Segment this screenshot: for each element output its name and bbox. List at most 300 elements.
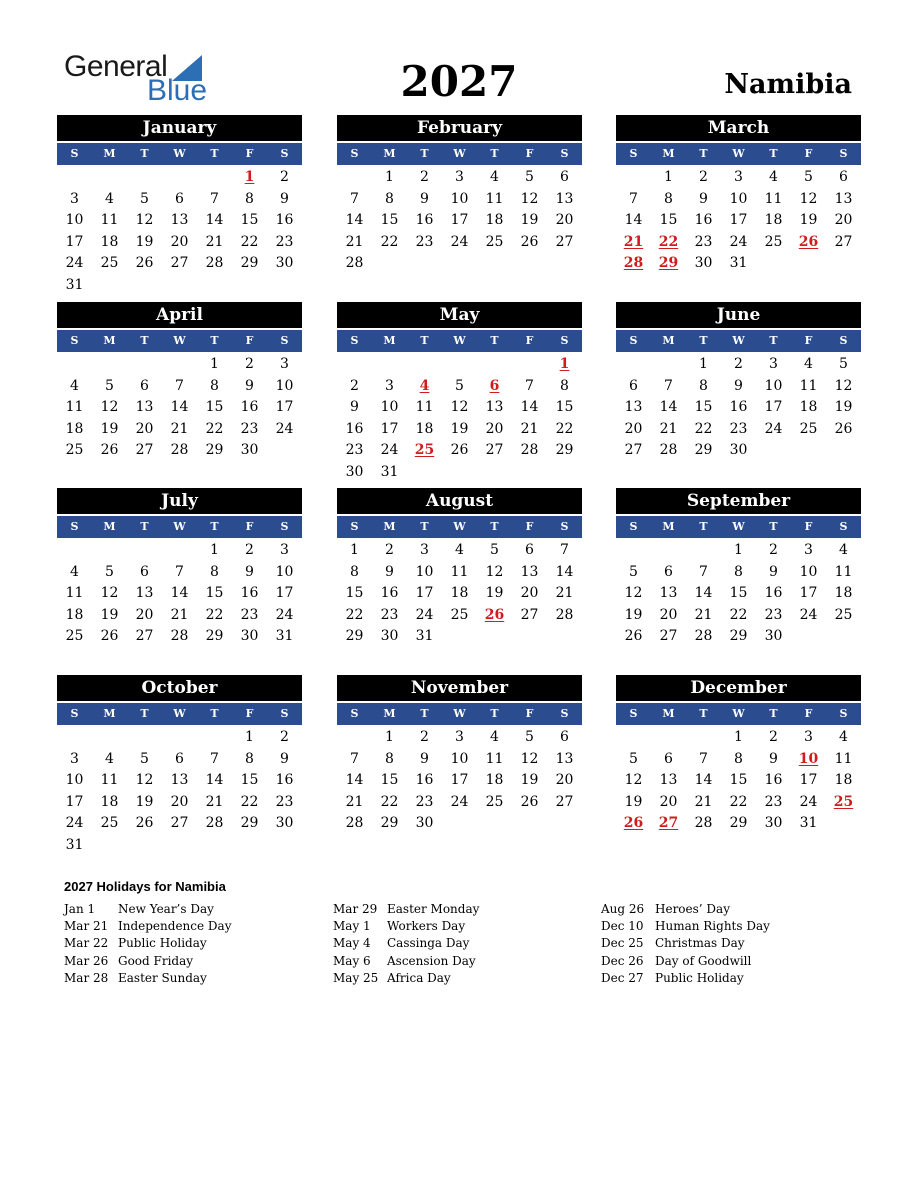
day: 8 xyxy=(664,190,673,207)
day: 4 xyxy=(769,169,778,185)
holiday-day: 25 xyxy=(414,442,435,459)
weekday-label: S xyxy=(70,707,79,720)
day: 28 xyxy=(555,606,574,623)
day: 22 xyxy=(729,793,748,810)
day-grid xyxy=(337,540,582,648)
day: 19 xyxy=(520,772,539,789)
day: 13 xyxy=(659,772,678,789)
day: 10 xyxy=(729,190,748,207)
day: 6 xyxy=(664,563,673,580)
day: 13 xyxy=(624,399,643,416)
day: 10 xyxy=(450,750,469,767)
day: 31 xyxy=(275,628,294,645)
day: 18 xyxy=(450,585,469,602)
day: 23 xyxy=(240,420,259,437)
day: 6 xyxy=(525,542,534,558)
weekday-label: T xyxy=(490,334,499,347)
day: 10 xyxy=(415,563,434,580)
day: 25 xyxy=(799,420,818,437)
month-name: December xyxy=(616,675,861,701)
day: 14 xyxy=(694,772,713,789)
weekday-header xyxy=(57,330,302,352)
weekday-label: T xyxy=(140,520,149,533)
holiday-name: Easter Sunday xyxy=(118,970,207,985)
day: 23 xyxy=(729,420,748,437)
day: 8 xyxy=(734,750,743,767)
day: 2 xyxy=(769,542,778,558)
day-grid xyxy=(616,354,861,462)
empty-day xyxy=(127,354,162,376)
day: 27 xyxy=(135,442,154,459)
day: 27 xyxy=(135,628,154,645)
weekday-label: S xyxy=(280,334,289,347)
day: 6 xyxy=(560,729,569,745)
day: 14 xyxy=(520,399,539,416)
weekday-label: S xyxy=(70,147,79,160)
day: 26 xyxy=(135,255,154,272)
day: 3 xyxy=(420,542,429,558)
day: 26 xyxy=(834,420,853,437)
day: 17 xyxy=(799,772,818,789)
holiday-name: Ascension Day xyxy=(387,953,476,968)
holiday-name: Cassinga Day xyxy=(387,936,470,951)
weekday-label: T xyxy=(769,707,778,720)
weekday-header xyxy=(337,330,582,352)
day: 17 xyxy=(764,399,783,416)
day: 16 xyxy=(240,399,259,416)
day: 4 xyxy=(455,542,464,558)
day: 23 xyxy=(415,233,434,250)
weekday-label: T xyxy=(769,520,778,533)
day: 31 xyxy=(415,628,434,645)
day: 9 xyxy=(245,377,254,394)
day: 5 xyxy=(105,377,114,394)
day: 29 xyxy=(380,815,399,832)
day: 2 xyxy=(699,169,708,185)
day: 4 xyxy=(490,169,499,185)
holiday-day: 26 xyxy=(798,233,819,250)
day: 18 xyxy=(764,212,783,229)
day: 20 xyxy=(520,585,539,602)
weekday-header xyxy=(337,143,582,165)
logo-text-blue: Blue xyxy=(147,74,208,107)
holiday-row xyxy=(333,953,573,970)
day: 23 xyxy=(764,793,783,810)
weekday-label: W xyxy=(453,520,466,533)
day: 6 xyxy=(629,377,638,394)
day: 17 xyxy=(450,772,469,789)
day: 16 xyxy=(415,212,434,229)
day: 18 xyxy=(834,772,853,789)
day: 3 xyxy=(769,356,778,372)
day: 11 xyxy=(100,212,119,229)
holiday-row xyxy=(601,935,841,952)
day: 6 xyxy=(175,190,184,207)
holiday-date: Dec 25 xyxy=(601,936,644,951)
empty-day xyxy=(162,167,197,189)
day: 9 xyxy=(350,399,359,416)
day: 16 xyxy=(275,772,294,789)
day: 24 xyxy=(799,793,818,810)
holiday-date: May 1 xyxy=(333,919,371,934)
day: 24 xyxy=(799,606,818,623)
day: 30 xyxy=(345,463,364,480)
day: 12 xyxy=(520,750,539,767)
day: 1 xyxy=(210,356,219,372)
holiday-day: 25 xyxy=(833,793,854,810)
day: 10 xyxy=(450,190,469,207)
holiday-row xyxy=(601,918,841,935)
day: 14 xyxy=(694,585,713,602)
holiday-day: 21 xyxy=(623,233,644,250)
month-name: August xyxy=(337,488,582,514)
day: 1 xyxy=(734,729,743,745)
day: 30 xyxy=(729,442,748,459)
day: 18 xyxy=(834,585,853,602)
day: 18 xyxy=(65,606,84,623)
empty-day xyxy=(127,167,162,189)
empty-day xyxy=(337,167,372,189)
day: 23 xyxy=(345,442,364,459)
day: 21 xyxy=(170,606,189,623)
country-name: Namibia xyxy=(724,69,852,100)
day: 13 xyxy=(555,750,574,767)
day: 10 xyxy=(65,212,84,229)
day: 7 xyxy=(350,190,359,207)
day: 12 xyxy=(100,399,119,416)
day: 7 xyxy=(175,377,184,394)
weekday-header xyxy=(616,516,861,538)
day: 23 xyxy=(380,606,399,623)
weekday-label: T xyxy=(210,334,219,347)
day: 26 xyxy=(450,442,469,459)
day: 16 xyxy=(729,399,748,416)
day: 29 xyxy=(205,442,224,459)
day: 8 xyxy=(210,563,219,580)
day: 2 xyxy=(385,542,394,558)
weekday-label: S xyxy=(350,707,359,720)
day: 7 xyxy=(525,377,534,394)
day: 11 xyxy=(485,190,504,207)
day: 8 xyxy=(350,563,359,580)
day: 15 xyxy=(205,585,224,602)
day: 9 xyxy=(280,750,289,767)
holiday-date: Mar 28 xyxy=(64,970,109,985)
day: 18 xyxy=(415,420,434,437)
day: 19 xyxy=(485,585,504,602)
day: 21 xyxy=(694,793,713,810)
day: 5 xyxy=(140,190,149,207)
day-grid xyxy=(57,167,302,297)
day: 19 xyxy=(834,399,853,416)
day: 7 xyxy=(210,750,219,767)
month-name: May xyxy=(337,302,582,328)
weekday-label: W xyxy=(453,707,466,720)
month-october xyxy=(57,675,302,857)
day: 8 xyxy=(734,563,743,580)
day: 9 xyxy=(769,750,778,767)
day: 5 xyxy=(629,750,638,767)
day: 13 xyxy=(659,585,678,602)
holiday-name: Africa Day xyxy=(387,970,451,985)
day: 12 xyxy=(799,190,818,207)
day: 2 xyxy=(280,729,289,745)
day: 14 xyxy=(555,563,574,580)
day: 8 xyxy=(210,377,219,394)
day: 13 xyxy=(135,399,154,416)
day: 20 xyxy=(135,606,154,623)
day: 2 xyxy=(280,169,289,185)
day: 23 xyxy=(694,233,713,250)
weekday-label: F xyxy=(525,707,534,720)
day: 5 xyxy=(525,729,534,745)
day: 17 xyxy=(799,585,818,602)
day: 13 xyxy=(170,212,189,229)
empty-day xyxy=(197,727,232,749)
empty-day xyxy=(92,167,127,189)
holiday-row xyxy=(64,953,304,970)
day: 14 xyxy=(624,212,643,229)
day: 31 xyxy=(729,255,748,272)
day: 22 xyxy=(205,606,224,623)
day: 4 xyxy=(105,750,114,767)
empty-day xyxy=(92,540,127,562)
day: 20 xyxy=(555,772,574,789)
day: 28 xyxy=(694,628,713,645)
day: 12 xyxy=(624,585,643,602)
day: 29 xyxy=(555,442,574,459)
weekday-label: F xyxy=(525,147,534,160)
holiday-column xyxy=(64,901,304,987)
day: 19 xyxy=(624,606,643,623)
holiday-name: Human Rights Day xyxy=(655,919,770,934)
day: 2 xyxy=(420,729,429,745)
day: 4 xyxy=(839,729,848,745)
empty-day xyxy=(616,727,651,749)
holiday-name: New Year’s Day xyxy=(118,902,214,916)
day: 17 xyxy=(275,399,294,416)
day: 5 xyxy=(839,356,848,372)
weekday-label: S xyxy=(839,334,848,347)
day: 11 xyxy=(100,772,119,789)
day: 3 xyxy=(385,377,394,394)
day: 10 xyxy=(65,772,84,789)
holiday-day: 29 xyxy=(658,255,679,272)
holiday-date: May 4 xyxy=(333,936,371,951)
day: 13 xyxy=(135,585,154,602)
day: 3 xyxy=(804,729,813,745)
weekday-label: T xyxy=(420,147,429,160)
holiday-date: Dec 27 xyxy=(601,970,644,985)
day-grid xyxy=(337,727,582,835)
weekday-label: W xyxy=(732,707,745,720)
month-june xyxy=(616,302,861,462)
empty-day xyxy=(57,354,92,376)
day: 26 xyxy=(624,628,643,645)
month-july xyxy=(57,488,302,648)
weekday-label: T xyxy=(490,520,499,533)
day: 17 xyxy=(450,212,469,229)
weekday-label: S xyxy=(280,520,289,533)
holiday-row xyxy=(64,935,304,952)
day: 2 xyxy=(769,729,778,745)
weekday-label: F xyxy=(245,520,254,533)
day: 1 xyxy=(664,169,673,185)
day: 6 xyxy=(175,750,184,767)
day: 18 xyxy=(485,212,504,229)
weekday-label: T xyxy=(140,147,149,160)
empty-day xyxy=(162,354,197,376)
day: 1 xyxy=(734,542,743,558)
day: 13 xyxy=(485,399,504,416)
day: 2 xyxy=(245,356,254,372)
day: 17 xyxy=(380,420,399,437)
day: 6 xyxy=(140,563,149,580)
holiday-row xyxy=(64,901,304,918)
day: 30 xyxy=(240,442,259,459)
holiday-column xyxy=(333,901,573,987)
day: 19 xyxy=(100,420,119,437)
month-august xyxy=(337,488,582,648)
day: 17 xyxy=(415,585,434,602)
day: 23 xyxy=(275,793,294,810)
month-name: September xyxy=(616,488,861,514)
weekday-label: W xyxy=(453,334,466,347)
day: 4 xyxy=(70,563,79,580)
day-grid xyxy=(57,727,302,857)
weekday-label: W xyxy=(173,707,186,720)
empty-day xyxy=(442,354,477,376)
day: 19 xyxy=(450,420,469,437)
weekday-label: W xyxy=(732,520,745,533)
holiday-date: Mar 21 xyxy=(64,919,109,934)
empty-day xyxy=(372,354,407,376)
day: 12 xyxy=(135,772,154,789)
day: 24 xyxy=(415,606,434,623)
day: 29 xyxy=(240,255,259,272)
month-name: April xyxy=(57,302,302,328)
holiday-name: Good Friday xyxy=(118,953,194,968)
day: 11 xyxy=(485,750,504,767)
day: 26 xyxy=(520,233,539,250)
holiday-date: May 6 xyxy=(333,953,371,968)
weekday-label: S xyxy=(839,147,848,160)
day: 17 xyxy=(65,233,84,250)
day: 6 xyxy=(140,377,149,394)
day: 8 xyxy=(699,377,708,394)
day: 15 xyxy=(240,212,259,229)
day: 11 xyxy=(799,377,818,394)
day: 5 xyxy=(525,169,534,185)
empty-day xyxy=(92,727,127,749)
empty-day xyxy=(616,354,651,376)
day: 23 xyxy=(415,793,434,810)
day: 11 xyxy=(764,190,783,207)
day: 28 xyxy=(345,255,364,272)
day: 24 xyxy=(380,442,399,459)
weekday-label: S xyxy=(560,334,569,347)
holiday-name: Workers Day xyxy=(387,919,466,934)
day: 8 xyxy=(385,190,394,207)
weekday-header xyxy=(616,703,861,725)
day: 7 xyxy=(629,190,638,207)
empty-day xyxy=(127,727,162,749)
weekday-label: T xyxy=(140,707,149,720)
holiday-row xyxy=(601,953,841,970)
weekday-label: T xyxy=(210,707,219,720)
day: 3 xyxy=(734,169,743,185)
weekday-label: S xyxy=(629,520,638,533)
holiday-day: 1 xyxy=(244,169,255,185)
empty-day xyxy=(127,540,162,562)
weekday-label: M xyxy=(103,147,116,160)
day-grid xyxy=(616,167,861,275)
day: 25 xyxy=(834,606,853,623)
day: 23 xyxy=(764,606,783,623)
day: 2 xyxy=(350,377,359,394)
day: 1 xyxy=(210,542,219,558)
weekday-label: S xyxy=(629,147,638,160)
day: 27 xyxy=(555,233,574,250)
day: 22 xyxy=(205,420,224,437)
day: 14 xyxy=(170,399,189,416)
weekday-label: F xyxy=(525,334,534,347)
weekday-label: S xyxy=(350,334,359,347)
day: 24 xyxy=(275,606,294,623)
day: 21 xyxy=(345,793,364,810)
day: 9 xyxy=(699,190,708,207)
empty-day xyxy=(512,354,547,376)
empty-day xyxy=(616,167,651,189)
day: 30 xyxy=(694,255,713,272)
day: 26 xyxy=(135,815,154,832)
day: 26 xyxy=(100,442,119,459)
day: 24 xyxy=(65,815,84,832)
holiday-day: 26 xyxy=(623,815,644,832)
day: 7 xyxy=(350,750,359,767)
holidays-title: 2027 Holidays for Namibia xyxy=(64,879,226,894)
weekday-label: F xyxy=(804,520,813,533)
day: 18 xyxy=(65,420,84,437)
day: 24 xyxy=(275,420,294,437)
day: 19 xyxy=(135,233,154,250)
day: 22 xyxy=(240,233,259,250)
day: 26 xyxy=(100,628,119,645)
month-name: November xyxy=(337,675,582,701)
day: 19 xyxy=(135,793,154,810)
day: 13 xyxy=(834,190,853,207)
weekday-label: T xyxy=(699,334,708,347)
weekday-label: T xyxy=(140,334,149,347)
day: 1 xyxy=(699,356,708,372)
day: 24 xyxy=(450,793,469,810)
day: 31 xyxy=(65,276,84,293)
day: 19 xyxy=(520,212,539,229)
day: 31 xyxy=(799,815,818,832)
day: 27 xyxy=(170,815,189,832)
day: 30 xyxy=(275,255,294,272)
day: 14 xyxy=(170,585,189,602)
day: 12 xyxy=(100,585,119,602)
day: 1 xyxy=(385,729,394,745)
weekday-label: F xyxy=(245,334,254,347)
day: 21 xyxy=(170,420,189,437)
day: 24 xyxy=(450,233,469,250)
day: 11 xyxy=(65,585,84,602)
weekday-label: T xyxy=(490,147,499,160)
weekday-label: S xyxy=(70,334,79,347)
day: 6 xyxy=(664,750,673,767)
